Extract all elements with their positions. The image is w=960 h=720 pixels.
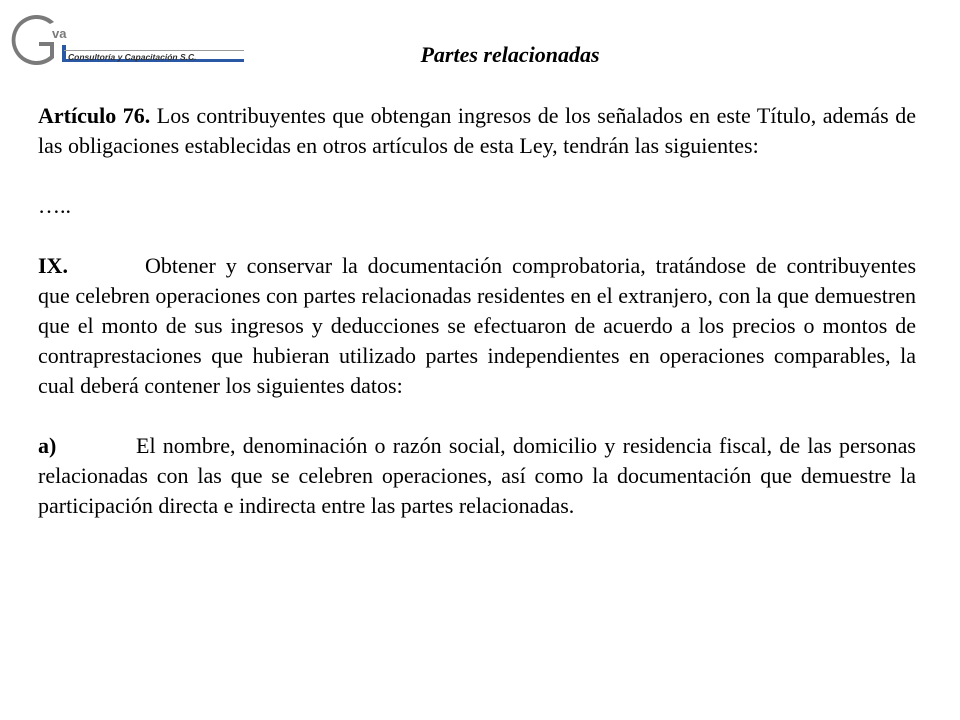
article-paragraph <box>38 101 916 161</box>
section-ix-paragraph <box>38 251 916 401</box>
item-a-paragraph <box>38 431 916 521</box>
section-ix-label: IX. <box>38 253 68 278</box>
ellipsis: ….. <box>38 193 71 218</box>
article-text: Los contribuyentes que obtengan ingresos de los señalados en este Título, además de las obligaciones establecidas en otros artículos de esta Ley, tendrán las siguientes: <box>38 103 917 158</box>
logo-va-letters: va <box>52 26 67 41</box>
item-a-label: a) <box>38 433 57 458</box>
logo-tagline: Consultoría y Capacitación S.C. <box>68 52 197 62</box>
page-title: Partes relacionadas <box>420 42 600 67</box>
document-body <box>38 101 916 521</box>
article-label: Artículo 76. <box>38 103 151 128</box>
item-a-text: El nombre, denominación o razón social, domicilio y residencia fiscal, de las personas relacionadas con las que se celebren operaciones, así como la documentación que demuestre la participación directa e indirecta entre las partes relacionadas. <box>38 433 916 518</box>
section-ix-text: Obtener y conservar la documentación comprobatoria, tratándose de contribuyentes que celebren operaciones con partes relacionadas residentes en el extranjero, con la que demuestren que el monto de sus ingresos y deducciones se efectuaron de acuerdo a los precios o montos de contraprestaciones que hubieran utilizado partes independientes en operaciones comparables, la cual deberá contener los siguientes datos: <box>38 253 916 398</box>
